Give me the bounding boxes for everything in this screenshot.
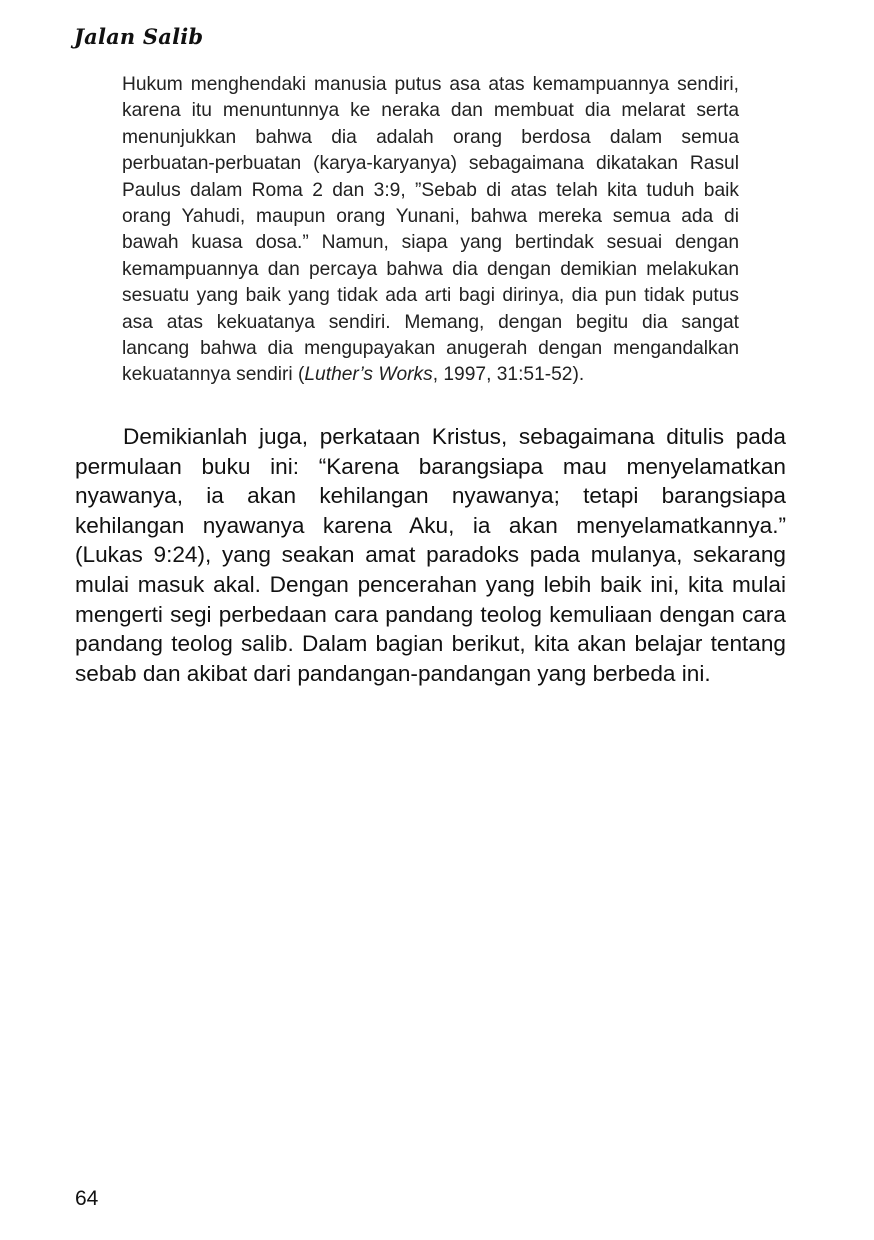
citation-title: Luther’s Works [304, 364, 433, 386]
body-paragraph: Demikianlah juga, perkataan Kristus, sebagaimana ditulis pada permulaan buku ini: “Karena barangsiapa mau menyelamatkan nyawanya, ia akan kehilangan nyawanya; tetapi barangsiapa kehilangan nyawanya karena Aku, ia akan menyelamatkannya.” (Lukas 9:24), yang seakan amat paradoks pada mulanya, sekarang mulai masuk akal. Dengan pencerahan yang lebih baik ini, kita mulai mengerti segi perbedaan cara pandang teolog kemuliaan dengan cara pandang teolog salib. Dalam bagian berikut, kita akan belajar tentang sebab dan akibat dari pandangan-pandangan yang berbeda ini. [75, 424, 786, 686]
block-quote [122, 72, 739, 389]
running-header: Jalan Salib [74, 24, 204, 49]
quote-text: Hukum menghendaki manusia putus asa atas kemampuannya sendiri, karena itu menuntunnya ke neraka dan membuat dia melarat serta menunjukkan bahwa dia adalah orang berdosa dalam semua perbuatan-perbuatan (karya-karyanya) sebagaimana dikatakan Rasul Paulus dalam Roma 2 dan 3:9, ”Sebab di atas telah kita tuduh baik orang Yahudi, maupun orang Yunani, bahwa mereka semua ada di bawah kuasa dosa.” Namun, siapa yang bertindak sesuai dengan kemampuannya dan percaya bahwa dia dengan demikian melakukan sesuatu yang baik yang tidak ada arti bagi dirinya, dia pun tidak putus asa atas kekuatanya sendiri. Memang, dengan begitu dia sangat lancang bahwa dia mengupayakan anugerah dengan mengandalkan kekuatannya sendiri ( [122, 74, 739, 386]
page-number: 64 [75, 1187, 99, 1210]
citation-details: , 1997, 31:51-52). [432, 364, 585, 386]
